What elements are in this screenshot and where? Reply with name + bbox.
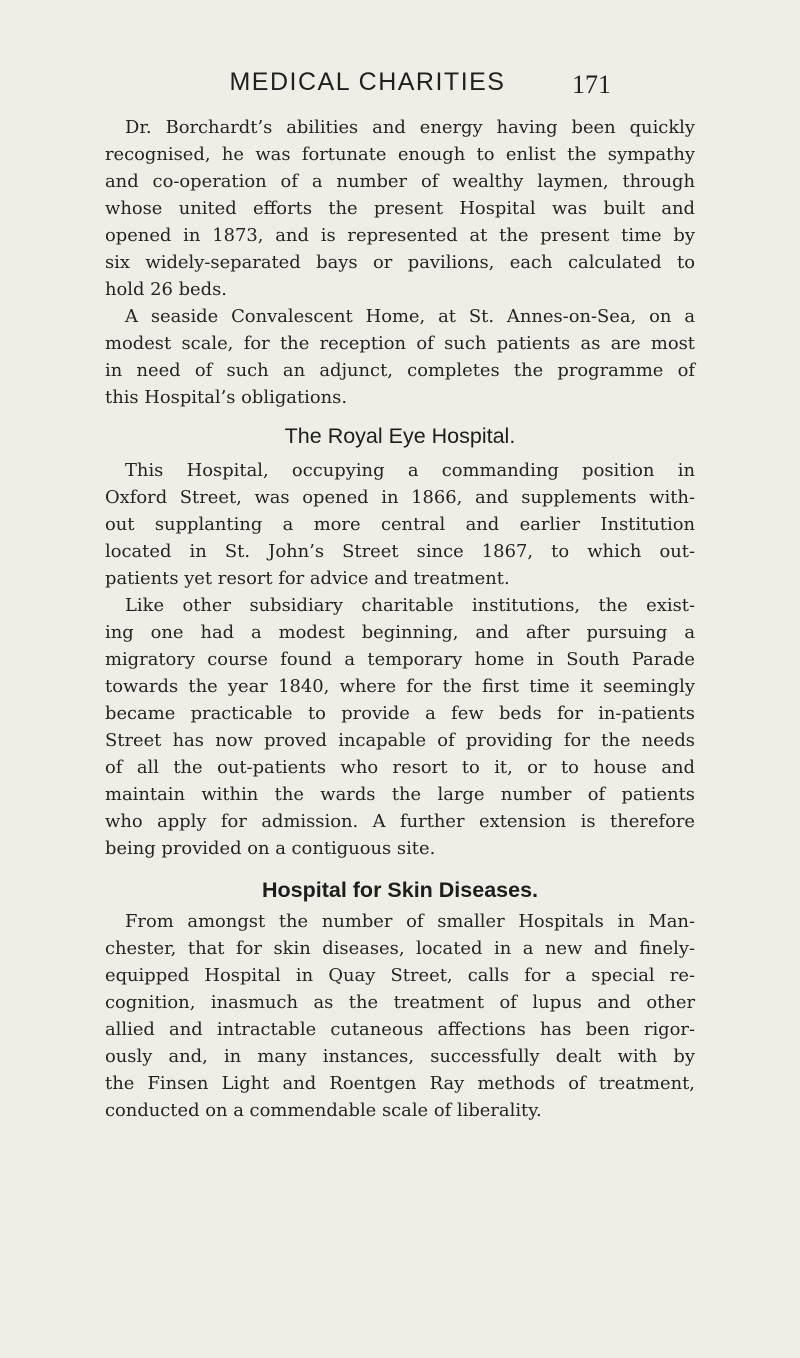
text-line: in need of such an adjunct, completes the programme of: [105, 360, 695, 381]
text-line: ing one had a modest beginning, and after pursuing a: [105, 622, 695, 643]
text-line: whose united efforts the present Hospital was built and: [105, 198, 695, 219]
text-line: who apply for admission. A further extension is therefore: [105, 811, 695, 832]
text-line: located in St. John’s Street since 1867, to which out-: [105, 541, 695, 562]
text-line: maintain within the wards the large number of patients: [105, 784, 695, 805]
text-line: ously and, in many instances, successfully dealt with by: [105, 1046, 695, 1067]
text-line: modest scale, for the reception of such patients as are most: [105, 333, 695, 354]
text-line: out supplanting a more central and earlier Institution: [105, 514, 695, 535]
text-line: hold 26 beds.: [105, 279, 227, 300]
text-line: patients yet resort for advice and treatment.: [105, 568, 510, 589]
paragraph-eye-history: [105, 592, 695, 862]
page-body: [105, 114, 695, 1124]
text-line: and co-operation of a number of wealthy laymen, through: [105, 171, 695, 192]
text-line: From amongst the number of smaller Hospitals in Man-: [125, 911, 695, 932]
text-line: chester, that for skin diseases, located in a new and finely-: [105, 938, 695, 959]
text-line: opened in 1873, and is represented at the present time by: [105, 225, 695, 246]
text-line: towards the year 1840, where for the first time it seemingly: [105, 676, 695, 697]
text-line: six widely-separated bays or pavilions, each calculated to: [105, 252, 695, 273]
paragraph-convalescent-home: [105, 303, 695, 411]
text-line: This Hospital, occupying a commanding position in: [125, 460, 695, 481]
text-line: Street has now proved incapable of providing for the needs: [105, 730, 695, 751]
running-title: MEDICAL CHARITIES: [229, 68, 506, 96]
text-line: conducted on a commendable scale of liberality.: [105, 1100, 542, 1121]
text-line: Like other subsidiary charitable institutions, the exist-: [125, 595, 695, 616]
paragraph-eye-oxford-street: [105, 457, 695, 592]
text-line: migratory course found a temporary home in South Parade: [105, 649, 695, 670]
heading-royal-eye-hospital: The Royal Eye Hospital.: [284, 424, 516, 448]
text-line: of all the out-patients who resort to it, or to house and: [105, 757, 695, 778]
text-line: became practicable to provide a few beds for in-patients: [105, 703, 695, 724]
text-line: the Finsen Light and Roentgen Ray methods of treatment,: [105, 1073, 695, 1094]
text-line: A seaside Convalescent Home, at St. Annes-on-Sea, on a: [125, 306, 695, 327]
text-line: Oxford Street, was opened in 1866, and supplements with-: [105, 487, 695, 508]
text-line: this Hospital’s obligations.: [105, 387, 348, 408]
text-line: being provided on a contiguous site.: [105, 838, 436, 859]
paragraph-borchardt: [105, 114, 695, 303]
text-line: allied and intractable cutaneous affections has been rigor-: [105, 1019, 695, 1040]
text-line: equipped Hospital in Quay Street, calls for a special re-: [105, 965, 695, 986]
text-line: recognised, he was fortunate enough to enlist the sympathy: [105, 144, 695, 165]
page-number: 171: [572, 70, 611, 99]
heading-skin-diseases-hospital: Hospital for Skin Diseases.: [261, 878, 538, 902]
text-line: Dr. Borchardt’s abilities and energy having been quickly: [125, 117, 695, 138]
paragraph-skin-diseases: [105, 908, 695, 1124]
text-line: cognition, inasmuch as the treatment of lupus and other: [105, 992, 695, 1013]
